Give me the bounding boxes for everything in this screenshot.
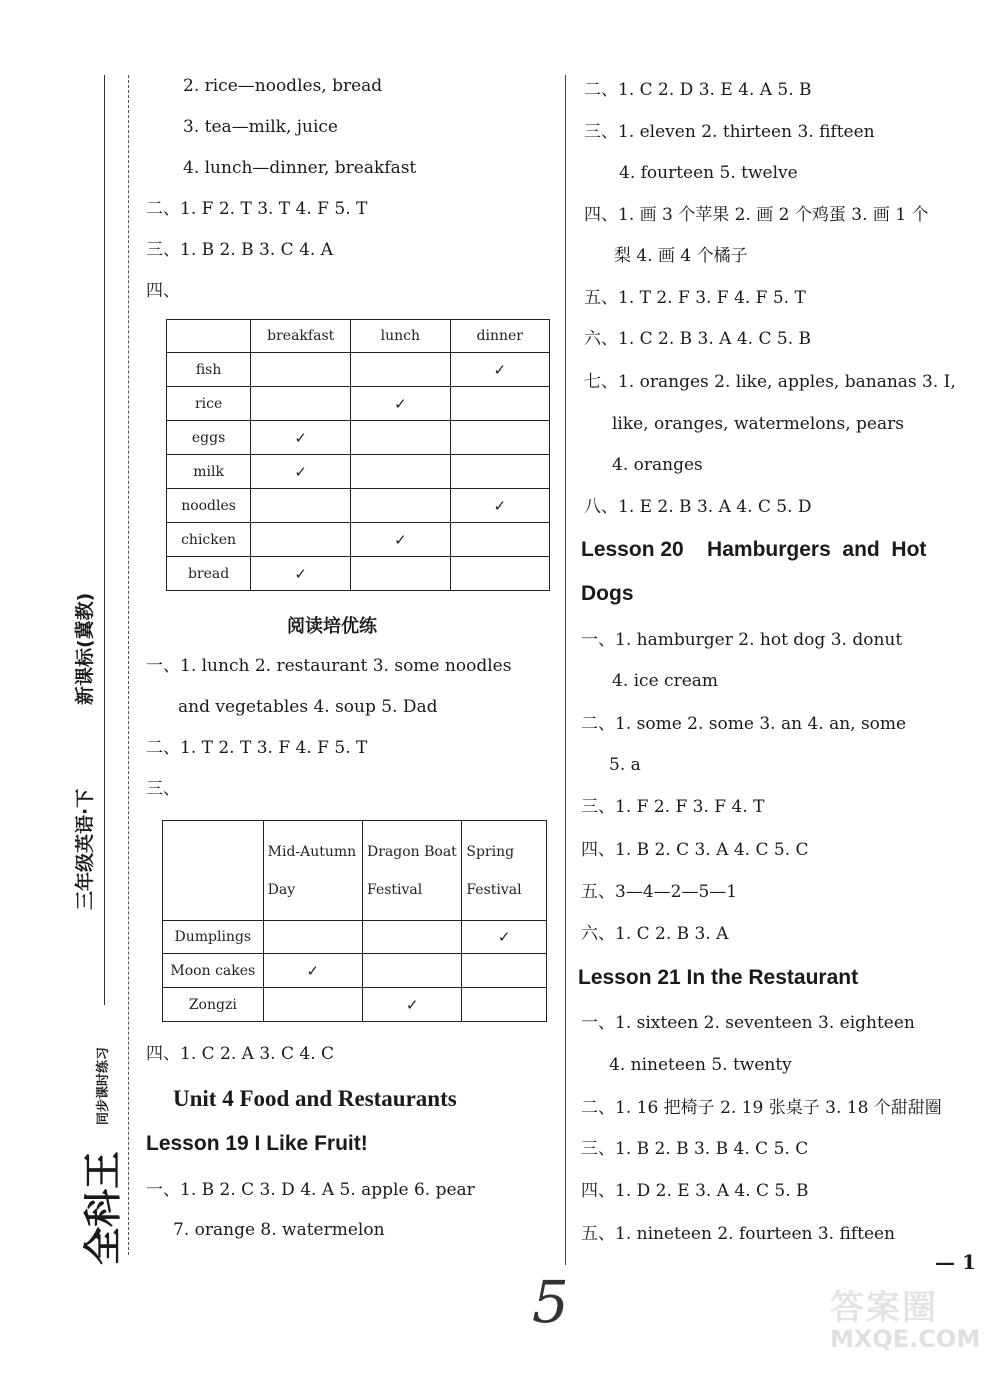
table-row <box>167 523 550 557</box>
check-cell: ✓ <box>263 954 362 988</box>
answer-line: and vegetables 4. soup 5. Dad <box>178 697 438 717</box>
table-header-cell: Spring Festival <box>462 821 547 921</box>
check-cell: ✓ <box>450 489 550 523</box>
lesson-heading: Lesson 19 I Like Fruit! <box>146 1132 368 1155</box>
table-cell: bread <box>167 557 251 591</box>
check-cell <box>462 954 547 988</box>
answer-line: 5. a <box>609 755 641 775</box>
answer-line: 一、1. B 2. C 3. D 4. A 5. apple 6. pear <box>146 1180 475 1200</box>
check-cell: ✓ <box>462 921 547 954</box>
lesson-heading: Lesson 21 In the Restaurant <box>578 966 859 989</box>
check-cell <box>251 387 351 421</box>
check-cell: ✓ <box>450 353 550 387</box>
unit-heading: Unit 4 Food and Restaurants <box>173 1086 457 1111</box>
answer-line: 4. fourteen 5. twelve <box>619 163 798 183</box>
check-cell <box>251 523 351 557</box>
table-row <box>167 489 550 523</box>
table-row <box>167 353 550 387</box>
answer-line: 三、1. eleven 2. thirteen 3. fifteen <box>584 122 875 142</box>
answer-line: 四、1. D 2. E 3. A 4. C 5. B <box>581 1181 809 1201</box>
check-cell <box>351 489 450 523</box>
answer-line: 四、1. C 2. A 3. C 4. C <box>146 1044 335 1064</box>
check-cell <box>450 421 550 455</box>
binding-dashed-line <box>128 75 129 1255</box>
answer-line: 二、1. some 2. some 3. an 4. an, some <box>581 714 907 734</box>
table-cell: noodles <box>167 489 251 523</box>
sidebar-book-title: 三年级英语·下 <box>74 788 96 910</box>
table-row <box>163 921 547 954</box>
answer-line: 三、1. F 2. F 3. F 4. T <box>581 797 765 817</box>
section-heading: 阅读培优练 <box>287 616 377 637</box>
answer-line: like, oranges, watermelons, pears <box>612 414 904 434</box>
check-cell <box>251 353 351 387</box>
answer-line: 4. nineteen 5. twenty <box>609 1055 792 1075</box>
answer-line: 四、1. 画 3 个苹果 2. 画 2 个鸡蛋 3. 画 1 个 <box>584 205 929 225</box>
answer-line: 2. rice—noodles, bread <box>183 76 383 96</box>
table-cell: rice <box>167 387 251 421</box>
answer-line: 五、3—4—2—5—1 <box>581 882 738 902</box>
check-cell <box>251 489 351 523</box>
check-cell <box>450 387 550 421</box>
table-cell: chicken <box>167 523 251 557</box>
answer-line: 三、1. B 2. B 3. B 4. C 5. C <box>581 1139 809 1159</box>
check-cell <box>363 921 462 954</box>
table-cell: eggs <box>167 421 251 455</box>
check-cell <box>263 921 362 954</box>
table-cell: milk <box>167 455 251 489</box>
sidebar-rule <box>104 75 105 1005</box>
table-row <box>167 387 550 421</box>
answer-line: 4. ice cream <box>612 671 719 691</box>
table-header-cell: Mid-Autumn Day <box>263 821 362 921</box>
watermark-line2: MXQE.COM <box>830 1325 981 1353</box>
answer-line: 二、1. T 2. T 3. F 4. F 5. T <box>146 738 368 758</box>
section-label: 三、 <box>146 779 180 799</box>
check-cell <box>351 455 450 489</box>
lesson-heading-continued: Dogs <box>581 582 634 605</box>
answer-line: 二、1. F 2. T 3. T 4. F 5. T <box>146 199 368 219</box>
table-cell: Dumplings <box>163 921 264 954</box>
handwritten-mark: 5 <box>532 1268 569 1336</box>
answer-line: 六、1. C 2. B 3. A 4. C 5. B <box>584 329 812 349</box>
section-label: 四、 <box>146 281 180 301</box>
brand-logo: 全科王 <box>80 1150 125 1265</box>
check-cell: ✓ <box>351 387 450 421</box>
check-cell <box>263 988 362 1022</box>
answer-line: 二、1. C 2. D 3. E 4. A 5. B <box>584 80 812 100</box>
answer-line: 一、1. hamburger 2. hot dog 3. donut <box>581 630 903 650</box>
answer-line: 4. oranges <box>612 455 703 475</box>
watermark-logo <box>830 1280 990 1360</box>
answer-line: 五、1. T 2. F 3. F 4. F 5. T <box>584 288 806 308</box>
check-cell <box>351 353 450 387</box>
answer-line: 四、1. B 2. C 3. A 4. C 5. C <box>581 840 809 860</box>
watermark-line1: 答案圈 <box>830 1288 938 1328</box>
check-cell: ✓ <box>251 421 351 455</box>
answer-line: 八、1. E 2. B 3. A 4. C 5. D <box>584 497 812 517</box>
answer-line: 七、1. oranges 2. like, apples, bananas 3. I, <box>584 372 956 392</box>
sidebar-edition: 新课标(冀教) <box>74 592 96 705</box>
table-cell: fish <box>167 353 251 387</box>
table-cell: Zongzi <box>163 988 264 1022</box>
check-cell <box>450 523 550 557</box>
answer-line: 梨 4. 画 4 个橘子 <box>614 246 748 266</box>
table-header-cell: breakfast <box>251 320 351 353</box>
answer-line: 3. tea—milk, juice <box>183 117 338 137</box>
check-cell: ✓ <box>351 523 450 557</box>
festival-table <box>162 820 547 1022</box>
answer-line: 一、1. lunch 2. restaurant 3. some noodles <box>146 656 512 676</box>
table-header-cell <box>167 320 251 353</box>
table-header-cell: Dragon Boat Festival <box>363 821 462 921</box>
table-header-cell: dinner <box>450 320 550 353</box>
table-row <box>163 954 547 988</box>
table-row <box>167 455 550 489</box>
answer-line: 三、1. B 2. B 3. C 4. A <box>146 240 333 260</box>
answer-line: 六、1. C 2. B 3. A <box>581 924 729 944</box>
check-cell <box>363 954 462 988</box>
check-cell <box>462 988 547 1022</box>
table-cell: Moon cakes <box>163 954 264 988</box>
check-cell <box>351 557 450 591</box>
lesson-heading: Lesson 20 Hamburgers and Hot <box>581 538 927 561</box>
column-divider <box>565 75 566 1265</box>
check-cell: ✓ <box>251 455 351 489</box>
check-cell: ✓ <box>363 988 462 1022</box>
answer-line: 五、1. nineteen 2. fourteen 3. fifteen <box>581 1224 896 1244</box>
table-header-cell <box>163 821 264 921</box>
brand-subtitle: 同步课时练习 <box>96 1046 111 1125</box>
table-row <box>163 988 547 1022</box>
table-row <box>167 421 550 455</box>
check-cell <box>450 455 550 489</box>
answer-line: 7. orange 8. watermelon <box>173 1220 385 1240</box>
check-cell: ✓ <box>251 557 351 591</box>
meal-table <box>166 319 550 591</box>
answer-line: 4. lunch—dinner, breakfast <box>183 158 417 178</box>
answer-line: 一、1. sixteen 2. seventeen 3. eighteen <box>581 1013 915 1033</box>
table-row <box>167 557 550 591</box>
answer-line: 二、1. 16 把椅子 2. 19 张桌子 3. 18 个甜甜圈 <box>581 1098 942 1118</box>
check-cell <box>450 557 550 591</box>
page-number: — 1 <box>935 1250 976 1274</box>
table-header-cell: lunch <box>351 320 450 353</box>
check-cell <box>351 421 450 455</box>
